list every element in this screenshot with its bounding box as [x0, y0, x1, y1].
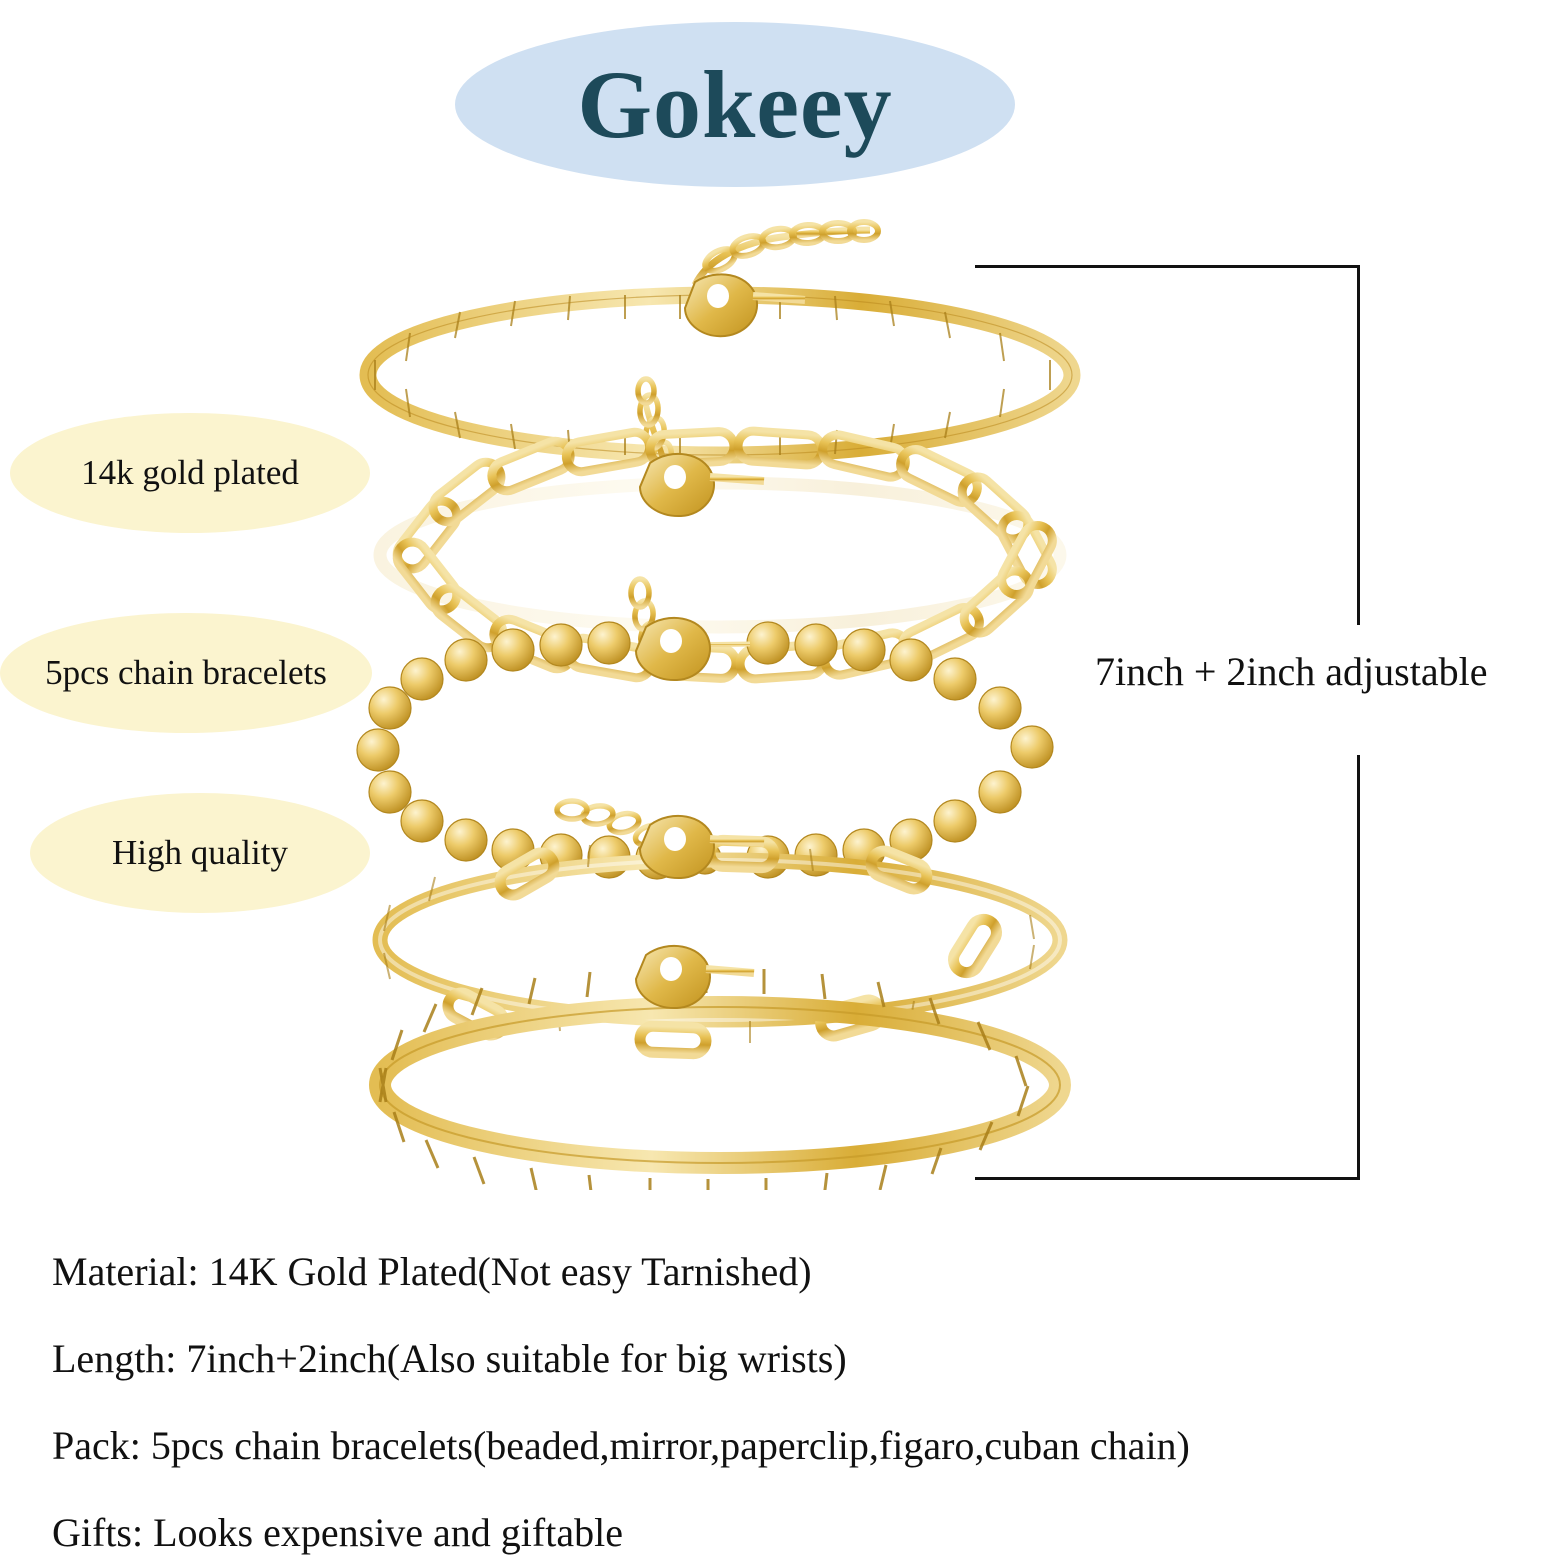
spec-material: Material: 14K Gold Plated(Not easy Tarnished)	[52, 1249, 812, 1294]
product-image	[350, 200, 1090, 1190]
bracelet-paperclip	[380, 379, 1060, 680]
bracelet-cuban	[380, 946, 1060, 1190]
feature-bubble-quality	[30, 793, 370, 913]
feature-bubble-piece-count	[0, 613, 372, 733]
feature-label: 5pcs chain bracelets	[45, 652, 327, 692]
feature-bubble-gold-plated	[10, 413, 370, 533]
bracelet-mirror	[368, 222, 1072, 455]
spec-gifts: Gifts: Looks expensive and giftable	[52, 1510, 623, 1555]
feature-label: High quality	[112, 832, 288, 872]
bracelet-illustration	[350, 200, 1090, 1190]
spec-length: Length: 7inch+2inch(Also suitable for big wrists)	[52, 1336, 847, 1381]
brand-badge	[455, 22, 1015, 187]
bracket-vertical-upper	[1357, 265, 1360, 625]
bracket-vertical-lower	[1357, 755, 1360, 1180]
lobster-clasp-icon	[636, 618, 710, 680]
spec-pack: Pack: 5pcs chain bracelets(beaded,mirror,paperclip,figaro,cuban chain)	[52, 1423, 1190, 1468]
spec-list	[52, 1248, 1512, 1556]
brand-name: Gokeey	[577, 50, 893, 158]
feature-label: 14k gold plated	[81, 452, 299, 492]
measurement-label: 7inch + 2inch adjustable	[1095, 649, 1488, 694]
lobster-clasp-icon	[685, 274, 805, 336]
